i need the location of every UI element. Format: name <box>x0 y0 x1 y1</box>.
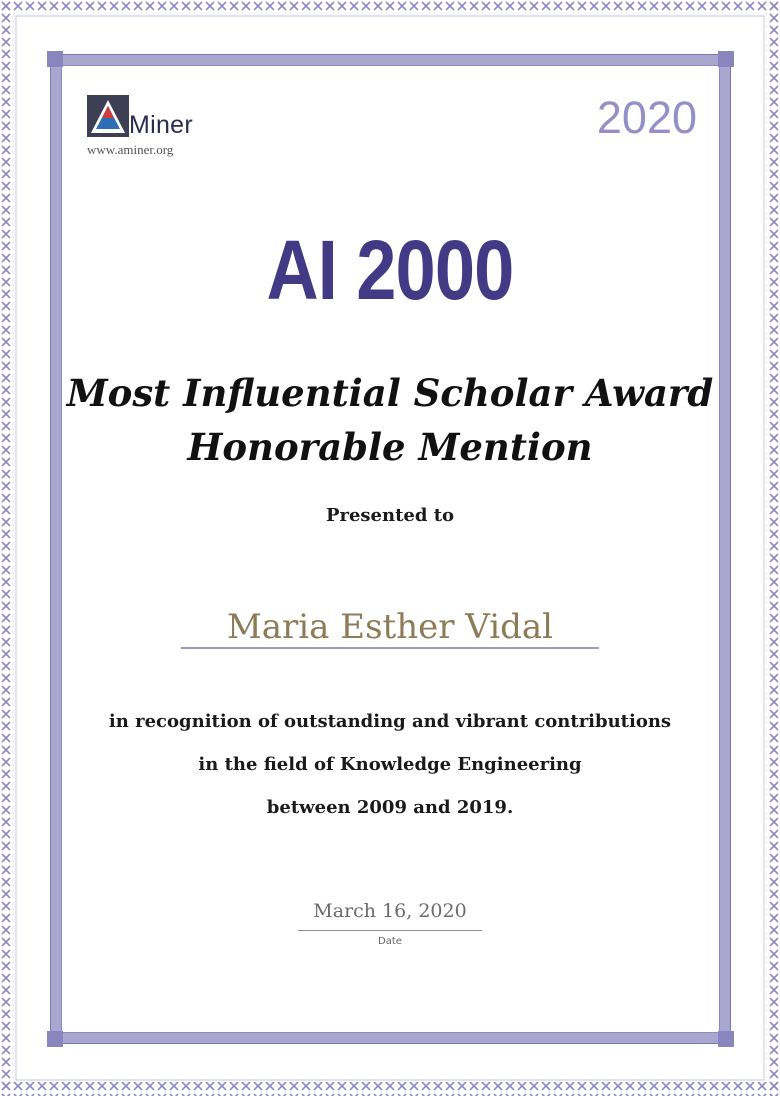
award-year: 2020 <box>596 92 697 143</box>
logo-wordmark: Miner <box>129 111 194 139</box>
frame-corner-bottom-left <box>47 1031 63 1047</box>
frame-corner-bottom-right <box>718 1031 734 1047</box>
recognition-line-2: in the field of Knowledge Engineering <box>198 754 582 775</box>
award-date: March 16, 2020 <box>313 900 467 922</box>
recognition-text <box>0 700 780 829</box>
date-underline <box>298 930 482 931</box>
award-name-line-1: Most Influential Scholar Award <box>66 371 714 415</box>
aminer-logo-icon <box>87 95 129 137</box>
date-label: Date <box>378 936 402 947</box>
frame-corner-top-right <box>718 51 734 67</box>
recipient-name: Maria Esther Vidal <box>226 607 554 647</box>
recognition-line-1: in recognition of outstanding and vibrant contributions <box>108 711 672 732</box>
logo-url: www.aminer.org <box>87 142 174 157</box>
certificate-frame-inner-line <box>61 65 720 1033</box>
award-name-line-2: Honorable Mention <box>187 425 593 469</box>
recognition-line-3: between 2009 and 2019. <box>266 797 514 818</box>
award-name <box>0 366 780 474</box>
aminer-logo <box>87 95 217 163</box>
recipient-underline <box>181 647 599 649</box>
presented-to-label: Presented to <box>325 505 455 526</box>
certificate-title: AI 2000 <box>266 223 514 317</box>
frame-corner-top-left <box>47 51 63 67</box>
